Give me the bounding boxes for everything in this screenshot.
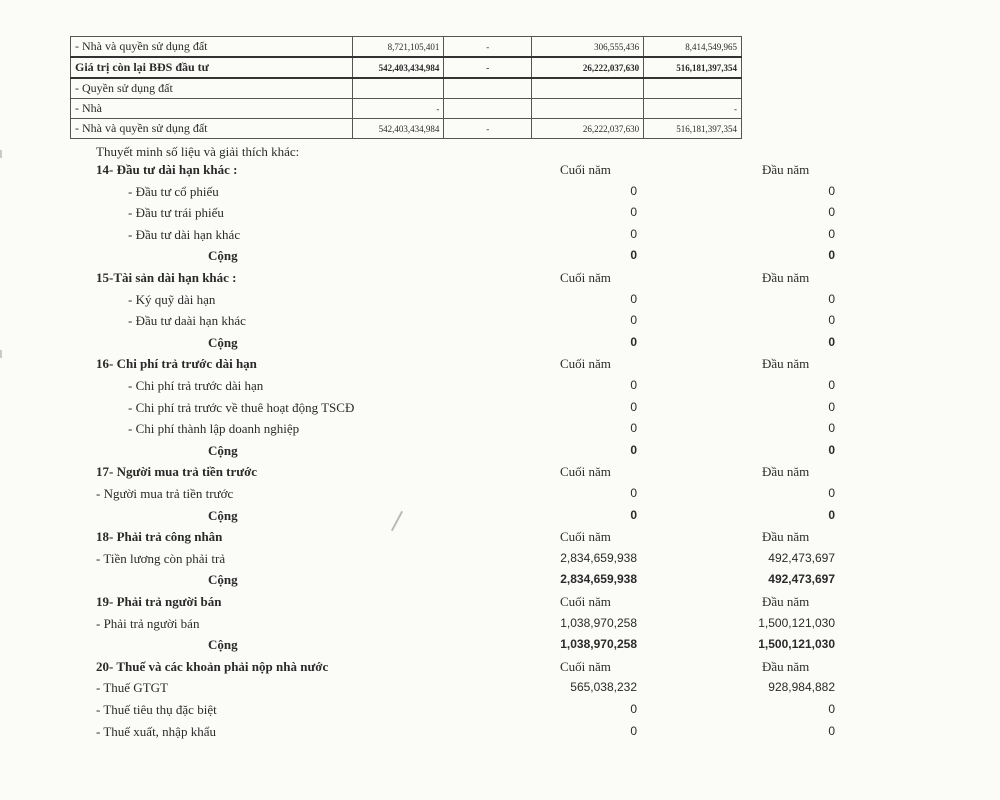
line-item [0, 227, 1000, 249]
total-label: Cộng [208, 442, 238, 458]
row-label: - Nhà [71, 99, 353, 119]
row-label: - Nhà và quyền sử dụng đất [71, 37, 353, 58]
column-header-end-of-year: Cuối năm [560, 529, 611, 545]
line-item [0, 378, 1000, 400]
item-label: - Ký quỹ dài hạn [128, 291, 216, 307]
line-item [0, 184, 1000, 206]
line-item [0, 616, 1000, 638]
start-of-year-value: 0 [828, 486, 835, 500]
start-of-year-value: 0 [828, 421, 835, 436]
item-label: - Phải trả người bán [96, 615, 200, 631]
start-of-year-value: 0 [828, 378, 835, 392]
cell-value: 306,555,436 [532, 37, 644, 58]
total-row [0, 443, 1000, 465]
total-start-of-year: 492,473,697 [768, 572, 835, 587]
total-label: Cộng [208, 334, 238, 350]
end-of-year-value: 0 [630, 291, 637, 306]
line-item [0, 205, 1000, 227]
column-header-start-of-year: Đầu năm [762, 464, 810, 480]
cell-value: 542,403,434,984 [352, 119, 444, 139]
end-of-year-value: 565,038,232 [570, 680, 637, 695]
total-label: Cộng [208, 637, 238, 653]
end-of-year-value: 0 [630, 399, 637, 414]
start-of-year-value: 0 [828, 702, 835, 716]
section-heading [0, 162, 1000, 184]
cell-value: 516,181,397,354 [644, 57, 742, 78]
start-of-year-value: 1,500,121,030 [758, 615, 835, 630]
notes-heading: Thuyết minh số liệu và giải thích khác: [96, 144, 300, 159]
item-label: - Chi phí trả trước về thuê hoạt động TSCĐ [128, 399, 355, 415]
start-of-year-value: 0 [828, 183, 835, 198]
end-of-year-value: 0 [630, 313, 637, 328]
end-of-year-value: 0 [630, 723, 637, 738]
item-label: - Chi phí thành lập doanh nghiệp [128, 421, 300, 437]
section-title: 15-Tài sản dài hạn khác : [96, 270, 237, 285]
margin-mark [0, 350, 2, 358]
cell-value: 26,222,037,630 [532, 57, 644, 78]
column-header-start-of-year: Đầu năm [762, 529, 810, 545]
cell-value: - [644, 99, 742, 119]
total-row [0, 572, 1000, 594]
column-header-end-of-year: Cuối năm [560, 464, 611, 480]
cell-value: 26,222,037,630 [532, 119, 644, 139]
end-of-year-value: 0 [630, 183, 637, 198]
total-start-of-year: 0 [828, 248, 835, 263]
total-end-of-year: 0 [630, 442, 637, 457]
column-header-end-of-year: Cuối năm [560, 356, 611, 372]
cell-value [644, 78, 742, 99]
item-label: - Đầu tư trái phiếu [128, 205, 224, 221]
item-label: - Đầu tư dài hạn khác [128, 226, 241, 242]
total-start-of-year: 0 [828, 334, 835, 349]
cell-value: - [444, 37, 532, 58]
column-header-start-of-year: Đầu năm [762, 594, 810, 609]
end-of-year-value: 0 [630, 378, 637, 392]
column-header-start-of-year: Đầu năm [762, 162, 810, 177]
cell-value [532, 99, 644, 119]
line-item [0, 400, 1000, 422]
row-label: Giá trị còn lại BĐS đầu tư [71, 57, 353, 78]
section-title: 18- Phải trả công nhân [96, 529, 223, 545]
column-header-end-of-year: Cuối năm [560, 162, 611, 177]
table-row [71, 99, 742, 119]
table-row [71, 119, 742, 139]
table-row [71, 57, 742, 78]
item-label: - Chi phí trả trước dài hạn [128, 378, 264, 393]
item-label: - Người mua trả tiền trước [96, 486, 234, 501]
item-label: - Thuế tiêu thụ đặc biệt [96, 702, 217, 717]
cell-value: - [444, 119, 532, 139]
total-end-of-year: 0 [630, 248, 637, 263]
cell-value: 8,414,549,965 [644, 37, 742, 58]
section-heading [0, 659, 1000, 681]
start-of-year-value: 0 [828, 723, 835, 738]
cell-value: 516,181,397,354 [644, 119, 742, 139]
cell-value: - [444, 57, 532, 78]
end-of-year-value: 0 [630, 421, 637, 436]
end-of-year-value: 2,834,659,938 [560, 550, 637, 565]
section-title: 20- Thuế và các khoản phải nộp nhà nước [96, 658, 329, 674]
line-item [0, 702, 1000, 724]
total-start-of-year: 1,500,121,030 [758, 637, 835, 652]
end-of-year-value: 0 [630, 702, 637, 716]
table-row [71, 37, 742, 58]
start-of-year-value: 0 [828, 291, 835, 306]
line-item [0, 292, 1000, 314]
investment-property-table [70, 36, 742, 139]
item-label: - Thuế xuất, nhập khẩu [96, 723, 216, 739]
cell-value: - [352, 99, 444, 119]
total-label: Cộng [208, 572, 238, 588]
margin-mark [0, 150, 2, 158]
total-start-of-year: 0 [828, 507, 835, 522]
total-end-of-year: 0 [630, 334, 637, 349]
end-of-year-value: 1,038,970,258 [560, 615, 637, 630]
column-header-start-of-year: Đầu năm [762, 658, 810, 674]
start-of-year-value: 0 [828, 205, 835, 220]
total-end-of-year: 1,038,970,258 [560, 637, 637, 652]
item-label: - Đầu tư cổ phiếu [128, 183, 219, 199]
item-label: - Thuế GTGT [96, 680, 168, 696]
total-row [0, 637, 1000, 659]
column-header-end-of-year: Cuối năm [560, 270, 611, 285]
section-title: 16- Chi phí trả trước dài hạn [96, 356, 257, 372]
total-label: Cộng [208, 248, 238, 264]
column-header-start-of-year: Đầu năm [762, 270, 810, 285]
line-item [0, 680, 1000, 702]
cell-value [444, 99, 532, 119]
section-heading [0, 594, 1000, 616]
total-end-of-year: 2,834,659,938 [560, 572, 637, 587]
total-end-of-year: 0 [630, 507, 637, 522]
line-item [0, 551, 1000, 573]
item-label: - Tiền lương còn phải trả [96, 550, 226, 566]
section-heading [0, 270, 1000, 292]
section-heading [0, 529, 1000, 551]
total-row [0, 335, 1000, 357]
item-label: - Đầu tư daài hạn khác [128, 313, 246, 329]
end-of-year-value: 0 [630, 205, 637, 220]
cell-value: 8,721,105,401 [352, 37, 444, 58]
column-header-end-of-year: Cuối năm [560, 658, 611, 674]
total-label: Cộng [208, 507, 238, 523]
cell-value: 542,403,434,984 [352, 57, 444, 78]
end-of-year-value: 0 [630, 226, 637, 241]
start-of-year-value: 0 [828, 226, 835, 241]
total-start-of-year: 0 [828, 442, 835, 457]
section-title: 19- Phải trả người bán [96, 594, 222, 609]
start-of-year-value: 492,473,697 [768, 550, 835, 565]
start-of-year-value: 0 [828, 313, 835, 328]
column-header-start-of-year: Đầu năm [762, 356, 810, 372]
line-item [0, 724, 1000, 746]
cell-value [444, 78, 532, 99]
line-item [0, 486, 1000, 508]
cell-value [532, 78, 644, 99]
total-row [0, 508, 1000, 530]
section-heading [0, 464, 1000, 486]
row-label: - Quyền sử dụng đất [71, 78, 353, 99]
table-row [71, 78, 742, 99]
section-heading [0, 356, 1000, 378]
line-item [0, 313, 1000, 335]
start-of-year-value: 928,984,882 [768, 680, 835, 695]
column-header-end-of-year: Cuối năm [560, 594, 611, 609]
start-of-year-value: 0 [828, 399, 835, 414]
cell-value [352, 78, 444, 99]
section-title: 14- Đầu tư dài hạn khác : [96, 162, 238, 177]
row-label: - Nhà và quyền sử dụng đất [71, 119, 353, 139]
total-row [0, 248, 1000, 270]
end-of-year-value: 0 [630, 486, 637, 500]
line-item [0, 421, 1000, 443]
section-title: 17- Người mua trả tiền trước [96, 464, 258, 480]
